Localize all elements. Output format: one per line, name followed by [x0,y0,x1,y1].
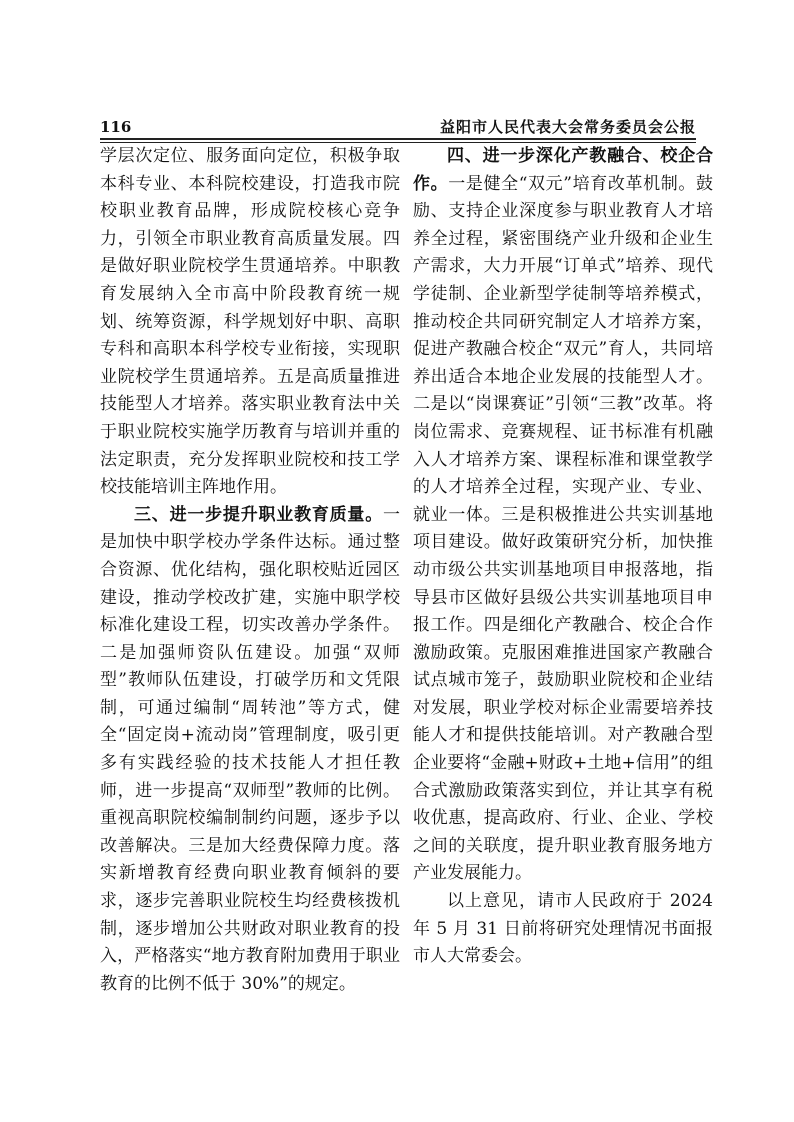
right-column [413,143,713,971]
section-four-body: 一是健全“双元”培育改革机制。鼓励、支持企业深度参与职业教育人才培养全过程，紧密围绕产业升级和企业生产需求，大力开展“订单式”培养、现代学徒制、企业新型学徒制等培养模式，推动校企共同研究制定人才培养方案，促进产教融合校企“双元”育人，共同培养出适合本地企业发展的技能型人才。二是以“岗课赛证”引领“三教”改革。将岗位需求、竞赛规程、证书标准有机融入人才培养方案、课程标准和课堂教学的人才培养全过程，实现产业、专业、就业一体。三是积极推进公共实训基地项目建设。做好政策研究分析，加快推动市级公共实训基地项目申报落地，指导县市区做好县级公共实训基地项目申报工作。四是细化产教融合、校企合作激励政策。克服困难推进国家产教融合试点城市笼子，鼓励职业院校和企业结对发展，职业学校对标企业需要培养技能人才和提供技能培训。对产教融合型企业要将“金融+财政+土地+信用”的组合式激励政策落实到位，并让其享有税收优惠，提高政府、行业、企业、学校之间的关联度，提升职业教育服务地方产业发展能力。 [413,173,713,884]
page-number: 116 [100,118,132,136]
journal-title: 益阳市人民代表大会常务委员会公报 [439,118,696,136]
page-header [100,110,696,138]
header-rule [100,138,696,140]
section-three-body: 一是加快中职学校办学条件达标。通过整合资源、优化结构，强化职校贴近园区建设，推动学校改扩建，实施中职学校标准化建设工程，切实改善办学条件。二是加强师资队伍建设。加强“双师型”教师队伍建设，打破学历和文凭限制，可通过编制“周转池”等方式，健全“固定岗+流动岗”管理制度，吸引更多有实践经验的技术技能人才担任教师，进一步提高“双师型”教师的比例。重视高职院校编制制约问题，逐步予以改善解决。三是加大经费保障力度。落实新增教育经费向职业教育倾斜的要求，逐步完善职业院校生均经费核拨机制，逐步增加公共财政对职业教育的投入，严格落实“地方教育附加费用于职业教育的比例不低于 30%”的规定。 [100,504,400,994]
section-three-heading: 三、进一步提升职业教育质量。 [134,504,383,525]
closing-paragraph: 以上意见，请市人民政府于 2024 年 5 月 31 日前将研究处理情况书面报市人大常委会。 [413,891,713,967]
paragraph-section-three [100,502,400,999]
section-four-heading: 四、进一步深化产教融合、校企合作。 [413,146,713,194]
paragraph-section-four [413,143,713,888]
paragraph-continued: 学层次定位、服务面向定位，积极争取本科专业、本科院校建设，打造我市院校职业教育品牌，形成院校核心竞争力，引领全市职业教育高质量发展。四是做好职业院校学生贯通培养。中职教育发展纳入全市高中阶段教育统一规划、统筹资源，科学规划好中职、高职专科和高职本科学校专业衔接，实现职业院校学生贯通培养。五是高质量推进技能型人才培养。落实职业教育法中关于职业院校实施学历教育与培训并重的法定职责，充分发挥职业院校和技工学校技能培训主阵地作用。 [100,146,400,498]
left-column [100,143,400,998]
